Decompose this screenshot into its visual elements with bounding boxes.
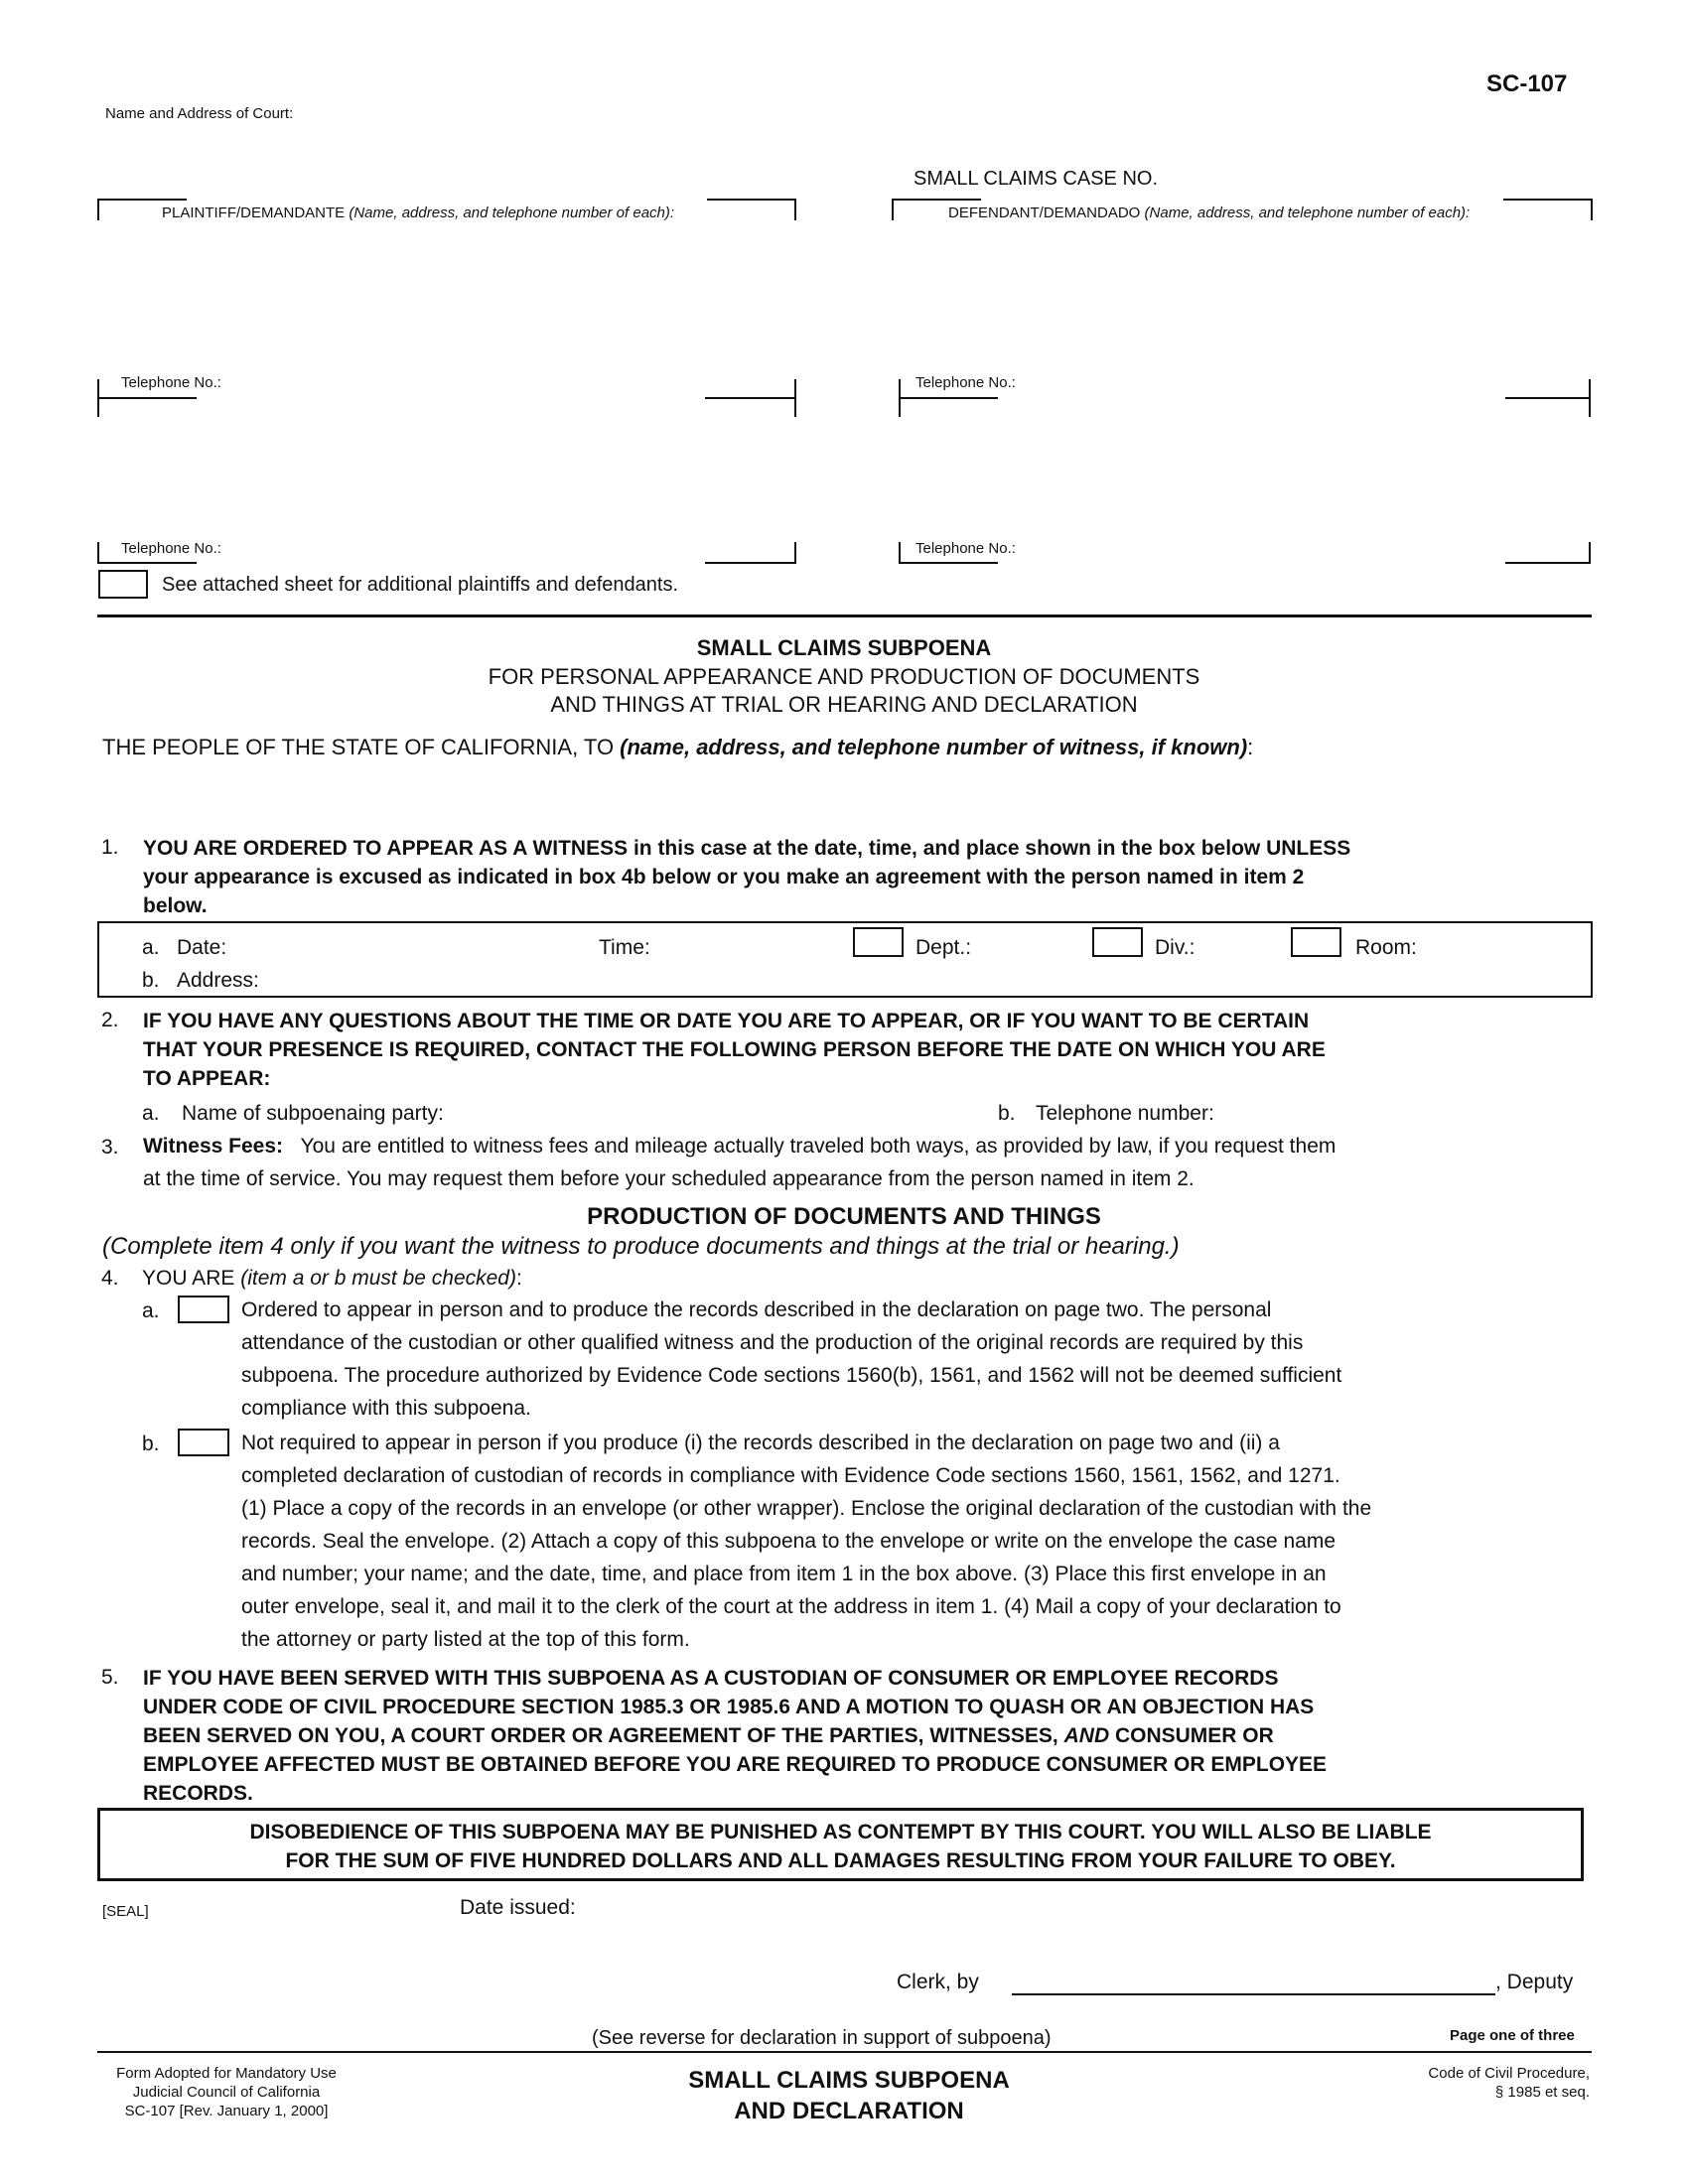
reverse-note: (See reverse for declaration in support of subpoena) xyxy=(592,2027,1052,2049)
date-issued-label: Date issued: xyxy=(460,1896,576,1919)
page-number: Page one of three xyxy=(1450,2027,1575,2044)
address-label: Address: xyxy=(177,969,259,992)
footer-divider xyxy=(97,2051,1592,2053)
item-1b-letter: b. xyxy=(142,969,160,992)
item-5-text: IF YOU HAVE BEEN SERVED WITH THIS SUBPOENA AS A CUSTODIAN OF CONSUMER OR EMPLOYEE RECORDS UNDER CODE OF CIVIL PROCEDURE SECTION 1985.3 OR 1985.6 AND A MOTION TO QUASH OR AN OBJECTION HAS BEEN SERVED ON YOU, A COURT ORDER OR AGREEMENT OF THE PARTIES, WITNESSES, AND CONSUMER OR EMPLOYEE AFFECTED MUST BE OBTAINED BEFORE YOU ARE REQUIRED TO PRODUCE CONSUMER OR EMPLOYEE RECORDS. xyxy=(143,1667,1328,1805)
seal-label: [SEAL] xyxy=(102,1903,149,1920)
room-label: Room: xyxy=(1355,936,1417,959)
date-label: Date: xyxy=(177,936,227,959)
item-4a-text: Ordered to appear in person and to produce the records described in the declaration on page two. The personal attendance of the custodian or other qualified witness and the production of the original records are required by this subpoena. The procedure authorized by Evidence Code sections 1560(b), 1561, and 1562 will not be deemed sufficient compliance with this subpoena. xyxy=(241,1298,1342,1420)
dept-label: Dept.: xyxy=(915,936,972,959)
telephone-label: Telephone No.: xyxy=(121,540,221,557)
case-number-label: SMALL CLAIMS CASE NO. xyxy=(914,168,1158,190)
deputy-label: , Deputy xyxy=(1495,1971,1574,1993)
item-5-number: 5. xyxy=(101,1666,119,1689)
item-4a-checkbox[interactable] xyxy=(178,1296,229,1323)
item-3-text: Witness Fees: You are entitled to witness fees and mileage actually traveled both ways, as provided by law, if you request them at the time of service. You may request them before your scheduled appearance from the person named in item 2. xyxy=(143,1135,1336,1190)
item-4b-letter: b. xyxy=(142,1433,160,1455)
divider xyxy=(97,614,1592,617)
plaintiff-label: PLAINTIFF/DEMANDANTE (Name, address, and telephone number of each): xyxy=(162,205,675,221)
item-3-number: 3. xyxy=(101,1136,119,1159)
room-checkbox[interactable] xyxy=(1291,927,1341,957)
item-2b-letter: b. xyxy=(998,1102,1016,1125)
item-4b-text: Not required to appear in person if you produce (i) the records described in the declaration on page two and (ii) a completed declaration of custodian of records in compliance with Evidence Code sections 1560, 1561, 1562, and 1271. (1) Place a copy of the records in an envelope (or other wrapper). Enclose the original declaration of the custodian with the records. Seal the envelope. (2) Attach a copy of this subpoena to the envelope or write on the envelope the case name and number; your name; and the date, time, and place from item 1 in the box above. (3) Place this first envelope in an outer envelope, seal it, and mail it to the clerk of the court at the address in item 1. (4) Mail a copy of your declaration to the attorney or party listed at the top of this form. xyxy=(241,1432,1372,1651)
production-heading: PRODUCTION OF DOCUMENTS AND THINGS xyxy=(587,1203,1101,1230)
item-2-text: IF YOU HAVE ANY QUESTIONS ABOUT THE TIME OR DATE YOU ARE TO APPEAR, OR IF YOU WANT TO BE CERTAIN THAT YOUR PRESENCE IS REQUIRED, CONTACT THE FOLLOWING PERSON BEFORE THE DATE ON WHICH YOU ARE TO APPEAR: xyxy=(143,1010,1326,1090)
court-label: Name and Address of Court: xyxy=(105,105,294,122)
div-checkbox[interactable] xyxy=(1092,927,1143,957)
defendant-label: DEFENDANT/DEMANDADO (Name, address, and telephone number of each): xyxy=(948,205,1471,221)
people-of-state: THE PEOPLE OF THE STATE OF CALIFORNIA, TO (name, address, and telephone number of witness, if known): xyxy=(102,735,1254,759)
telephone-number-label: Telephone number: xyxy=(1036,1102,1214,1125)
dept-checkbox[interactable] xyxy=(853,927,904,957)
telephone-label: Telephone No.: xyxy=(915,540,1016,557)
clerk-signature-line[interactable] xyxy=(1012,1993,1495,1995)
telephone-label: Telephone No.: xyxy=(121,374,221,391)
footer-title: SMALL CLAIMS SUBPOENA AND DECLARATION xyxy=(688,2067,1010,2124)
item-4a-letter: a. xyxy=(142,1299,160,1322)
clerk-by-label: Clerk, by xyxy=(897,1971,979,1993)
contempt-warning: DISOBEDIENCE OF THIS SUBPOENA MAY BE PUNISHED AS CONTEMPT BY THIS COURT. YOU WILL ALSO BE LIABLE FOR THE SUM OF FIVE HUNDRED DOLLARS AND ALL DAMAGES RESULTING FROM YOUR FAILURE TO OBEY. xyxy=(97,1808,1584,1881)
attached-sheet-label: See attached sheet for additional plaintiffs and defendants. xyxy=(162,574,679,596)
item-1a-letter: a. xyxy=(142,936,160,959)
form-title: SMALL CLAIMS SUBPOENA xyxy=(696,635,992,660)
time-label: Time: xyxy=(599,936,650,959)
form-subtitle-1: FOR PERSONAL APPEARANCE AND PRODUCTION OF DOCUMENTS xyxy=(488,664,1200,689)
subpoenaing-party-label: Name of subpoenaing party: xyxy=(182,1102,444,1125)
telephone-label: Telephone No.: xyxy=(915,374,1016,391)
item-4-label: YOU ARE (item a or b must be checked): xyxy=(142,1267,522,1290)
attached-sheet-checkbox[interactable] xyxy=(98,570,148,599)
item-1-text: YOU ARE ORDERED TO APPEAR AS A WITNESS in this case at the date, time, and place shown in the box below UNLESS your appearance is excused as indicated in box 4b below or you make an agreement with the person named in item 2 below. xyxy=(143,837,1351,917)
form-number: SC-107 xyxy=(1486,70,1568,97)
form-subtitle-2: AND THINGS AT TRIAL OR HEARING AND DECLARATION xyxy=(550,692,1138,717)
div-label: Div.: xyxy=(1155,936,1196,959)
adopted-notice: Form Adopted for Mandatory Use Judicial Council of California SC-107 [Rev. January 1, 2000] xyxy=(116,2065,337,2119)
item-2a-letter: a. xyxy=(142,1102,160,1125)
item-2-number: 2. xyxy=(101,1009,119,1031)
code-reference: Code of Civil Procedure, § 1985 et seq. xyxy=(1428,2065,1590,2101)
item-4b-checkbox[interactable] xyxy=(178,1429,229,1456)
item-1-number: 1. xyxy=(101,836,119,859)
production-note: (Complete item 4 only if you want the witness to produce documents and things at the trial or hearing.) xyxy=(102,1233,1180,1260)
item-4-number: 4. xyxy=(101,1267,119,1290)
